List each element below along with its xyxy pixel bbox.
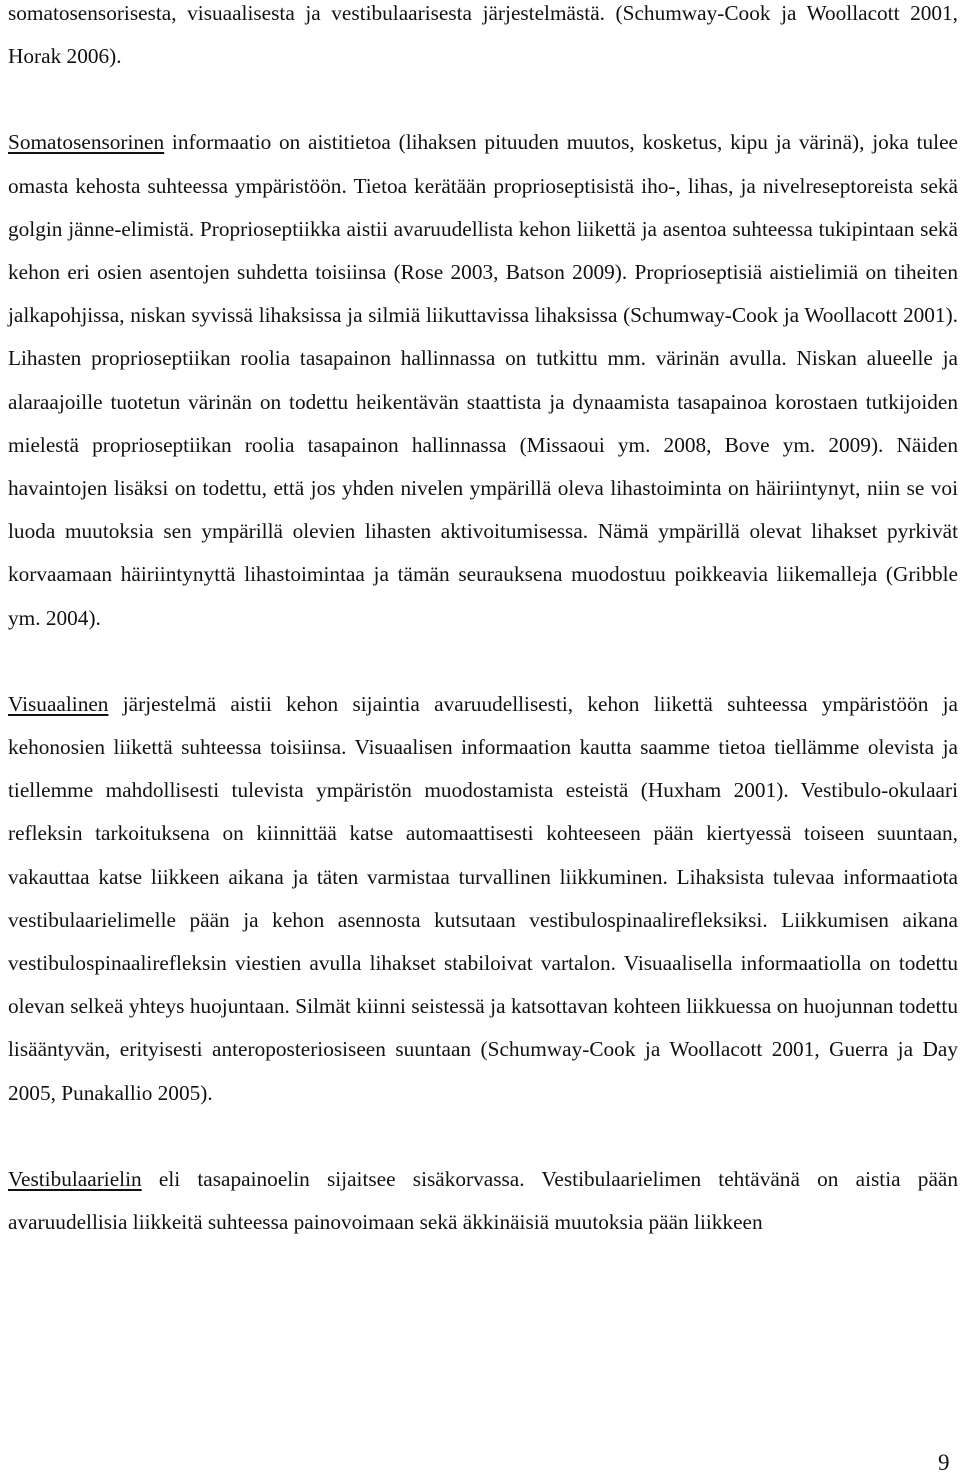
paragraph-vestibular (8, 1158, 958, 1244)
paragraph-somatosensory (8, 121, 958, 639)
paragraph-text: järjestelmä aistii kehon sijaintia avaruudellisesti, kehon liikettä suhteessa ympäristöön ja kehonosien liikettä suhteessa toisiinsa. Visuaalisen informaation kautta saamme tietoa tiellämme olevista ja tiellemme mahdollisesti tulevista ympäristön muodostamista esteistä (Huxham 2001). Vestibulo-okulaari refleksin tarkoituksena on kiinnittää katse automaattisesti kohteeseen pään kiertyessä toiseen suuntaan, vakauttaa katse liikkeen aikana ja täten varmistaa turvallinen liikkuminen. Lihaksista tulevaa informaatiota vestibulaarielimelle pään ja kehon asennosta kutsutaan vestibulospinaalirefleksiksi. Liikkumisen aikana vestibulospinaalirefleksin viestien avulla lihakset stabiloivat vartalon. Visuaalisella informaatiolla on todettu olevan selkeä yhteys huojuntaan. Silmät kiinni seistessä ja katsottavan kohteen liikkuessa on huojunnan todettu lisääntyvän, erityisesti anteroposteriosiseen suuntaan (Schumway-Cook ja Woollacott 2001, Guerra ja Day 2005, Punakallio 2005). (8, 691, 958, 1105)
paragraph-visual (8, 683, 958, 1115)
term-somatosensorinen: Somatosensorinen (8, 130, 165, 155)
paragraph-continuation (8, 0, 958, 78)
paragraph-text: eli tasapainoelin sijaitsee sisäkorvassa. Vestibulaarielimen tehtävänä on aistia pään avaruudellisia liikkeitä suhteessa painovoimaan sekä äkkinäisiä muutoksia pään liikkeen (8, 1166, 958, 1235)
document-page (8, 0, 958, 1244)
term-vestibulaarielin: Vestibulaarielin (8, 1166, 142, 1191)
page-number: 9 (938, 1450, 950, 1475)
paragraph-text: informaatio on aistitietoa (lihaksen pituuden muutos, kosketus, kipu ja värinä), joka tulee omasta kehosta suhteessa ympäristöön. Tietoa kerätään proprioseptisistä iho-, lihas, ja nivelreseptoreista sekä golgin jänne-elimistä. Proprioseptiikka aistii avaruudellista kehon liikettä ja asentoa suhteessa tukipintaan sekä kehon eri osien asentojen suhdetta toisiinsa (Rose 2003, Batson 2009). Proprioseptisiä aistielimiä on tiheiten jalkapohjissa, niskan syvissä lihaksissa ja silmiä liikuttavissa lihaksissa (Schumway-Cook ja Woollacott 2001). Lihasten proprioseptiikan roolia tasapainon hallinnassa on tutkittu mm. värinän avulla. Niskan alueelle ja alaraajoille tuotetun värinän on todettu heikentävän staattista ja dynaamista tasapainoa korostaen tutkijoiden mielestä proprioseptiikan roolia tasapainon hallinnassa (Missaoui ym. 2008, Bove ym. 2009). Näiden havaintojen lisäksi on todettu, että jos yhden nivelen ympärillä oleva lihastoiminta on häiriintynyt, niin se voi luoda muutoksia sen ympärillä olevien lihasten aktivoitumisessa. Nämä ympärillä olevat lihakset pyrkivät korvaamaan häiriintynyttä lihastoimintaa ja tämän seurauksena muodostuu poikkeavia liikemalleja (Gribble ym. 2004). (8, 130, 958, 630)
term-visuaalinen: Visuaalinen (8, 691, 109, 716)
paragraph-text: somatosensorisesta, visuaalisesta ja vestibulaarisesta järjestelmästä. (Schumway-Cook ja Woollacott 2001, Horak 2006). (8, 1, 958, 69)
